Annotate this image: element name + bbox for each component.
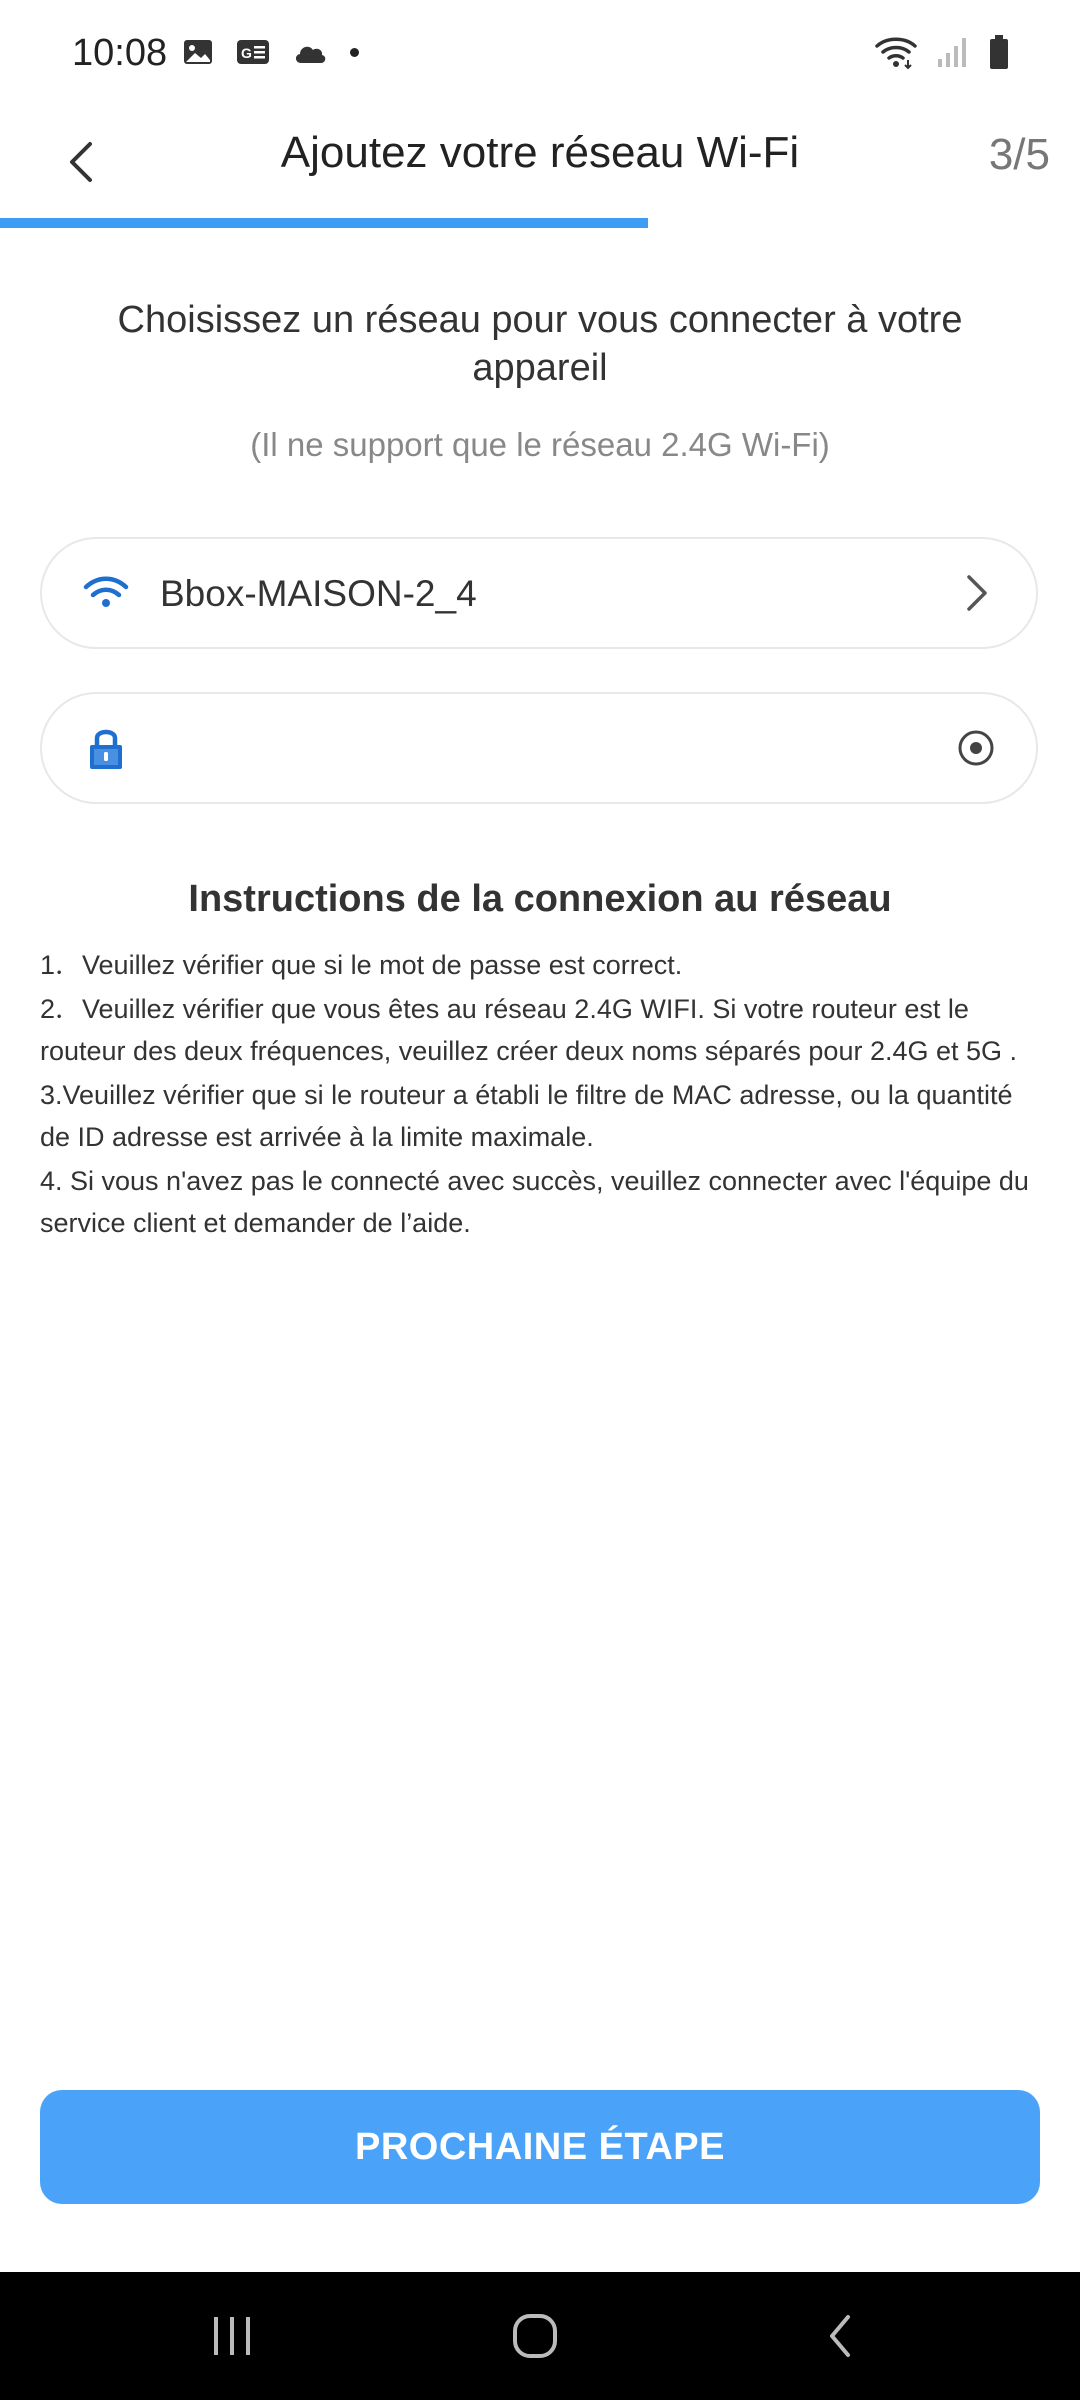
back-icon — [820, 2311, 860, 2361]
instruction-item: 3.Veuillez vérifier que si le routeur a établi le filtre de MAC adresse, ou la quantité de ID adresse est arrivée à la limite maximale. — [40, 1080, 1013, 1152]
system-nav-bar — [0, 2272, 1080, 2400]
password-input[interactable] — [160, 716, 924, 782]
wifi-icon — [78, 565, 134, 621]
svg-text:G: G — [241, 45, 252, 61]
page-title: Ajoutez votre réseau Wi-Fi — [280, 128, 800, 177]
instructions-title: Instructions de la connexion au réseau — [188, 878, 892, 920]
recents-icon — [207, 2313, 257, 2359]
status-bar — [0, 0, 1080, 110]
wifi-ssid: Bbox-MAISON-2_4 — [160, 573, 477, 614]
status-time: 10:08 — [72, 32, 168, 74]
lock-icon — [78, 720, 134, 776]
status-icons-left — [182, 36, 359, 68]
instruction-item: 2．Veuillez vérifier que vous êtes au réseau 2.4G WIFI. Si votre routeur est le routeur des deux fréquences, veuillez créer deux noms séparés pour 2.4G et 5G . — [40, 994, 1018, 1066]
home-icon — [509, 2310, 561, 2362]
recents-button[interactable] — [182, 2296, 282, 2376]
instructions-list — [40, 944, 1040, 1246]
password-field[interactable] — [40, 692, 1038, 804]
network-note: (Il ne support que le réseau 2.4G Wi-Fi) — [250, 426, 830, 463]
image-icon — [182, 36, 214, 68]
status-icons-right — [874, 34, 1010, 70]
battery-icon — [988, 34, 1010, 70]
dot-icon — [350, 48, 359, 57]
instruction-item: 4. Si vous n'avez pas le connecté avec succès, veuillez connecter avec l'équipe du service client et demander de l’aide. — [40, 1166, 1029, 1238]
nav-back-button[interactable] — [790, 2296, 890, 2376]
chevron-right-icon — [952, 569, 1000, 617]
progress-fill — [0, 218, 648, 228]
step-indicator: 3/5 — [988, 130, 1050, 179]
next-step-button[interactable]: PROCHAINE ÉTAPE — [40, 2090, 1040, 2204]
wifi-network-selector[interactable] — [40, 537, 1038, 649]
signal-icon — [936, 35, 970, 69]
news-icon — [236, 38, 270, 66]
connect-heading: Choisissez un réseau pour vous connecter à votre appareil — [117, 299, 963, 389]
cloud-icon — [292, 39, 328, 65]
instruction-item: 1．Veuillez vérifier que si le mot de passe est correct. — [40, 950, 683, 980]
eye-icon[interactable] — [952, 724, 1000, 772]
wifi-icon — [874, 34, 918, 70]
home-button[interactable] — [485, 2296, 585, 2376]
